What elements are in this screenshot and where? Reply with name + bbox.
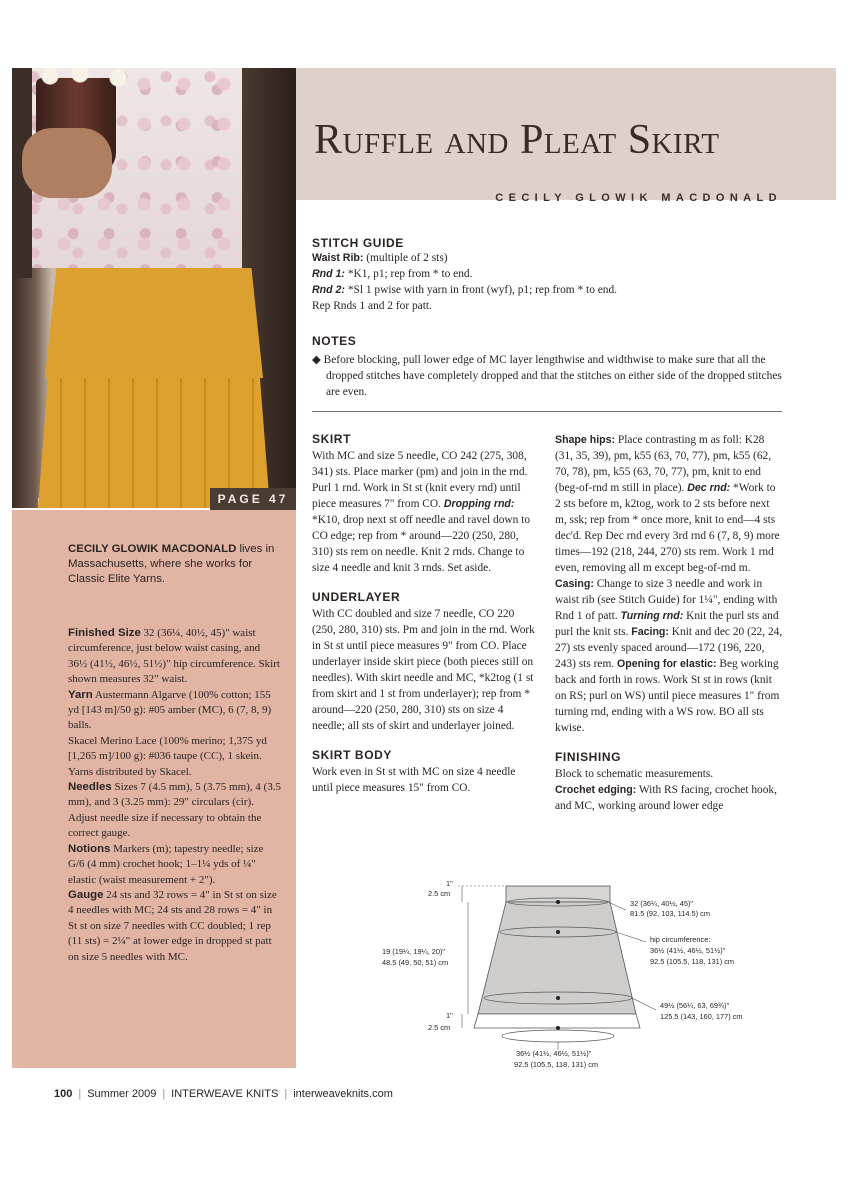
shape-hips-text [555,432,783,736]
notes-heading: NOTES [312,334,357,348]
notes-bullet [312,352,782,400]
schematic-dot [556,996,560,1000]
schematic-top-in: 1" [446,879,453,888]
opening-label: Opening for elastic: [617,658,717,670]
photo-arm [22,128,112,198]
page-tag: PAGE 47 [210,488,296,510]
skirt-text-1: With MC and size 5 needle, CO 242 (275, 308, 341) sts. Place marker (pm) and join in the rnd. Purl 1 rnd. Work in St st (knit every rnd) until piece measures 7" from CO. [312,450,528,510]
schematic-waist-in: 32 (36¼, 40½, 45)" [630,899,694,908]
spec-text: 24 sts and 32 rows = 4" in St st on size 4 needles with MC; 24 sts and 28 rows = 4" in St st on size 7 needles with CC doubled; 1 rep (11 sts) = 2¼" at lower edge in dropped st patt on size 5 needles with MC. [68,888,277,963]
photo-flowers [40,68,140,88]
footer-issue: Summer 2009 [87,1088,157,1100]
schematic-under-cm: 92.5 (105.5, 118, 131) cm [514,1060,599,1069]
finishing-heading: FINISHING [555,750,622,764]
section-divider [312,411,782,412]
schematic-length-in: 19 (19¼, 19¼, 20)" [382,947,446,956]
spec-yarn-3: Yarns distributed by Skacel. [68,765,192,778]
bio-text: lives in Massachusetts, where she works for Classic Elite Yarns. [68,543,275,585]
waist-rib-line [312,250,782,266]
footer-page-number: 100 [54,1088,73,1100]
underlayer-heading: UNDERLAYER [312,590,401,604]
instructions-column-2 [555,432,783,814]
schematic-dot [556,900,560,904]
skirt-text-2: *K10, drop next st off needle and ravel down to CO edge; rep from * around—220 (250, 280, 310) sts rem on needle. Knit 2 rnds. Change to size 4 needle and knit 3 rnds. Set aside. [312,514,531,574]
spec-yarn-2: Skacel Merino Lace (100% merino; 1,375 yd [1,265 m]/100 g): #036 taupe (CC), 1 skein. [68,734,267,763]
bio-name: CECILY GLOWIK MACDONALD [68,543,237,555]
spec-text: Austermann Algarve (100% cotton; 155 yd [143 m]/50 g): #05 amber (MC), 6 (7, 8, 9) balls. [68,688,272,732]
schematic-bottom-in: 1" [446,1011,453,1020]
waist-rib-label: Waist Rib: [312,252,364,264]
schematic-bottom-cm: 2.5 cm [428,1023,451,1032]
skirt-body-heading: SKIRT BODY [312,748,393,762]
spec-finished-size [68,626,282,688]
photo-skirt-top [38,268,270,378]
page-footer [54,1088,393,1100]
spec-label: Gauge [68,888,104,901]
spec-yarn [68,688,282,734]
shape-hips-text-1: Place contrasting m as foll: K28 (31, 35, 39), pm, k55 (63, 70, 77), pm, k55 (62, 70, 78), pm, k55 (63, 70, 77), pm, knit to end (beg-of-rnd m still in place). [555,434,772,494]
spec-text: Sizes 7 (4.5 mm), 5 (3.75 mm), 4 (3.5 mm), and 3 (3.25 mm): 29" circulars (cir). Adjust needle size if necessary to obtain the correct gauge. [68,781,281,840]
rnd1-line [312,266,782,282]
rnd1-text: *K1, p1; rep from * to end. [344,268,473,280]
skirt-heading: SKIRT [312,432,351,446]
dec-rnd-label: Dec rnd: [687,482,731,494]
skirt-body-text: Work even in St st with MC on size 4 needle until piece measures 15" from CO. [312,766,516,794]
schematic-waist-cm: 81.5 (92, 103, 114.5) cm [630,909,710,918]
rep-line: Rep Rnds 1 and 2 for patt. [312,300,432,312]
spec-text: 32 (36¼, 40½, 45)" waist circumference, just below waist casing, and 36½ (41½, 46½, 51½)" hip circumference. Skirt shown measures 32" waist. [68,627,280,686]
schematic-dot [556,930,560,934]
diamond-bullet-icon: ◆ [312,354,321,366]
rnd2-text: *Sl 1 pwise with yarn in front (wyf), p1; rep from * to end. [344,284,618,296]
shape-hips-text-2: *Work to 2 sts before m, k2tog, work to 2 sts before next m, ssk; rep from * once more, knit to end—4 sts dec'd. Rep Dec rnd every 3rd rnd 6 (7, 8, 9) more times—192 (218, 244, 270) sts rem. Work 1 rnd even, removing all m except beg-of-rnd m. [555,482,780,574]
rnd2-line [312,282,782,298]
notes-section [312,334,782,400]
spec-label: Notions [68,842,111,855]
dropping-label: Dropping rnd: [443,498,515,510]
facing-label: Facing: [631,626,669,638]
crochet-label: Crochet edging: [555,784,637,796]
instructions-column-1 [312,432,538,796]
shape-hips-text-6: Beg working back and forth in rows. Work St st in rows (knit on RS; purl on WS) until piece measures 1" from turning rnd, ending with a WS row. BO all sts kwise. [555,658,780,734]
skirt-text [312,448,538,576]
schematic-leader [616,932,646,942]
stitch-guide-heading: STITCH GUIDE [312,236,404,250]
spec-label: Yarn [68,688,93,701]
designer-bio [68,542,278,587]
finishing-text-1: Block to schematic measurements. [555,768,714,780]
schematic-under-in: 36½ (41½, 46½, 51½)" [516,1049,592,1058]
schematic-leader [632,998,656,1010]
schematic-under-ellipse [502,1030,614,1042]
shape-hips-text-5: Knit and dec 20 (22, 24, 27) sts evenly spaced around—172 (196, 220, 243) sts rem. [555,626,783,670]
schematic-top-cm: 2.5 cm [428,889,451,898]
title-band [296,68,836,204]
footer-separator: | [78,1088,82,1100]
footer-separator: | [284,1088,288,1100]
title-text: Ruffle and Pleat Skirt [314,117,720,163]
finishing-text-2 [555,782,783,814]
sidebar [12,510,296,1068]
schematic-hem-cm: 125.5 (143, 160, 177) cm [660,1012,743,1021]
pattern-specs [68,626,282,965]
footer-magazine: INTERWEAVE KNITS [171,1088,279,1100]
schematic-hip-label: hip circumference: [650,935,711,944]
schematic-underlayer [474,1014,640,1028]
shape-hips-label: Shape hips: [555,434,616,446]
rnd1-label: Rnd 1: [312,268,345,280]
schematic-hip-cm: 92.5 (105.5, 118, 131) cm [650,957,735,966]
spec-text: Markers (m); tapestry needle; size G/6 (4 mm) crochet hook; 1–1¼ yds of ¼" elastic (waist measurement + 2"). [68,842,264,886]
crochet-text: With RS facing, crochet hook, and MC, working around lower edge [555,784,777,812]
waist-rib-text: (multiple of 2 sts) [363,252,448,264]
schematic-hem-in: 49½ (56¼, 63, 69¾)" [660,1001,730,1010]
skirt-photo [12,68,296,508]
rnd2-label: Rnd 2: [312,284,345,296]
underlayer-text: With CC doubled and size 7 needle, CO 220 (250, 280, 310) sts. Pm and join in the rnd. Work in St st until piece measures 9" from CO. Place underlayer inside skirt piece (both pieces still on needles). With skirt needle and MC, *k2tog (1 st from skirt and 1 st from underlayer); rep from * around—220 (250, 280, 310) sts on size 4 needle; all sts of skirt and underlayer joined. [312,608,535,732]
schematic-hip-in: 36½ (41½, 46½, 51½)" [650,946,726,955]
schematic-dot [556,1026,560,1030]
notes-text: Before blocking, pull lower edge of MC layer lengthwise and widthwise to make sure that all the dropped stitches have completely dropped and that the stitches on either side of the dropped stitches are even. [323,354,782,398]
skirt-schematic [370,872,790,1077]
shape-hips-text-4: Knit the purl sts and purl the knit sts. [555,610,779,638]
turning-rnd-label: Turning rnd: [620,610,684,622]
spec-needles [68,780,282,842]
spec-label: Finished Size [68,627,141,639]
casing-label: Casing: [555,578,594,590]
spec-notions [68,842,282,888]
author-byline: CECILY GLOWIK MACDONALD [495,192,782,204]
schematic-length-cm: 48.5 (49, 50, 51) cm [382,958,449,967]
spec-gauge [68,888,282,965]
shape-hips-text-3: Change to size 3 needle and work in waist rib (see Stitch Guide) for 1¼", ending with Rnd 1 of patt. [555,578,778,622]
stitch-guide [312,236,782,314]
footer-separator: | [162,1088,166,1100]
footer-url[interactable]: interweaveknits.com [293,1088,393,1100]
spec-label: Needles [68,781,112,794]
page-title [314,116,719,164]
